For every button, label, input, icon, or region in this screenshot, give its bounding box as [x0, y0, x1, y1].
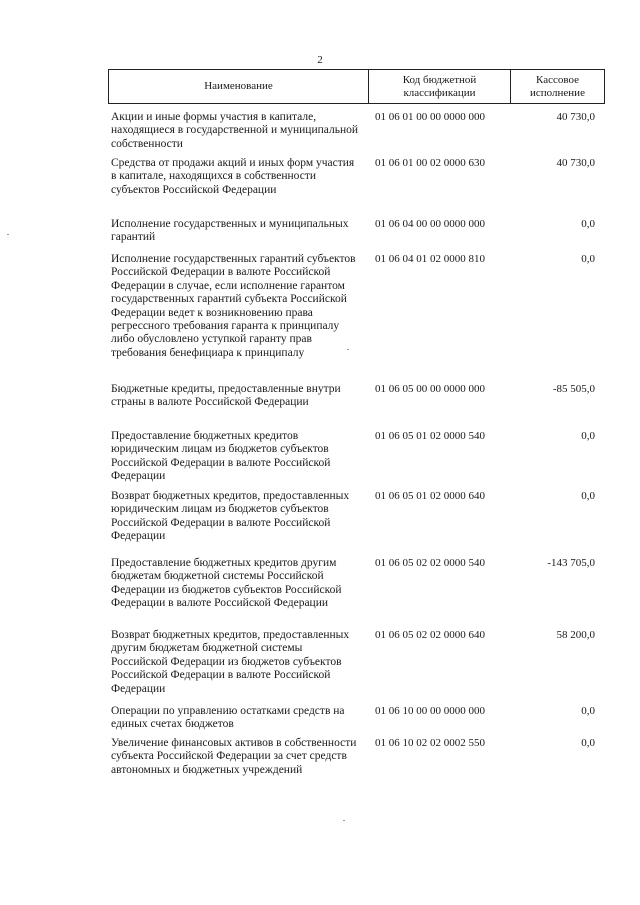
table-row — [108, 490, 605, 543]
header-code: Код бюджетной классификации — [369, 70, 511, 103]
row-amount: 40 730,0 — [556, 111, 595, 123]
row-name: Возврат бюджетных кредитов, предоставленных другим бюджетам бюджетной системы Российской Федерации из бюджетов субъектов Российской Федерации в валюте Российской Федерации — [111, 629, 350, 695]
table-row — [108, 430, 605, 483]
row-code: 01 06 05 02 02 0000 540 — [375, 557, 485, 569]
row-amount: 0,0 — [581, 705, 595, 717]
table-row — [108, 705, 605, 731]
header-amount: Кассовое исполнение — [530, 73, 585, 99]
table-row — [108, 157, 605, 196]
row-amount: -85 505,0 — [552, 383, 595, 395]
row-code: 01 06 10 00 00 0000 000 — [375, 705, 485, 717]
scan-speck — [347, 349, 349, 350]
header-name: Наименование — [109, 70, 369, 103]
row-name: Средства от продажи акций и иных форм участия в капитале, находящихся в собственности субъектов Российской Федерации — [111, 157, 355, 196]
table-row — [108, 557, 605, 610]
row-code: 01 06 01 00 00 0000 000 — [375, 111, 485, 123]
row-name: Предоставление бюджетных кредитов другим бюджетам бюджетной системы Российской Федерации из бюджетов субъектов Российской Федерации в валюте Российской Федерации — [111, 557, 342, 610]
row-amount: 40 730,0 — [556, 157, 595, 169]
row-name: Исполнение государственных гарантий субъектов Российской Федерации в валюте Российской Федерации в случае, если исполнение гарантом государственных гарантий субъекта Российской Федерации ведет к возникновению права регрессного требования гаранта к принципалу либо обусловлено уступкой гаранту прав требования бенефициара к принципалу — [111, 253, 356, 359]
row-code: 01 06 01 00 02 0000 630 — [375, 157, 485, 169]
row-code: 01 06 05 02 02 0000 640 — [375, 629, 485, 641]
table-row — [108, 737, 605, 776]
row-amount: 0,0 — [581, 490, 595, 502]
row-amount: 0,0 — [581, 737, 595, 749]
row-code: 01 06 10 02 02 0002 550 — [375, 737, 485, 749]
row-amount: 58 200,0 — [556, 629, 595, 641]
table-row — [108, 218, 605, 244]
row-name: Бюджетные кредиты, предоставленные внутри страны в валюте Российской Федерации — [111, 383, 341, 409]
row-code: 01 06 05 01 02 0000 540 — [375, 430, 485, 442]
row-amount: 0,0 — [581, 218, 595, 230]
table-row — [108, 383, 605, 409]
row-name: Исполнение государственных и муниципальных гарантий — [111, 218, 349, 244]
row-amount: 0,0 — [581, 430, 595, 442]
row-code: 01 06 04 00 00 0000 000 — [375, 218, 485, 230]
table-row — [108, 111, 605, 150]
row-name: Операции по управлению остатками средств на единых счетах бюджетов — [111, 705, 345, 731]
scan-speck — [7, 234, 9, 235]
row-name: Акции и иные формы участия в капитале, находящиеся в государственной и муниципальной собственности — [111, 111, 359, 150]
row-code: 01 06 05 01 02 0000 640 — [375, 490, 485, 502]
row-amount: -143 705,0 — [547, 557, 595, 569]
row-name: Увеличение финансовых активов в собственности субъекта Российской Федерации за счет средств автономных и бюджетных учреждений — [111, 737, 357, 776]
row-name: Предоставление бюджетных кредитов юридическим лицам из бюджетов субъектов Российской Федерации в валюте Российской Федерации — [111, 430, 331, 483]
row-code: 01 06 05 00 00 0000 000 — [375, 383, 485, 395]
row-name: Возврат бюджетных кредитов, предоставленных юридическим лицам из бюджетов субъектов Российской Федерации в валюте Российской Федерации — [111, 490, 350, 543]
row-code: 01 06 04 01 02 0000 810 — [375, 253, 485, 265]
table-row — [108, 629, 605, 695]
scan-speck — [343, 820, 345, 821]
table-row — [108, 253, 605, 359]
page-number: 2 — [317, 54, 323, 66]
row-amount: 0,0 — [581, 253, 595, 265]
